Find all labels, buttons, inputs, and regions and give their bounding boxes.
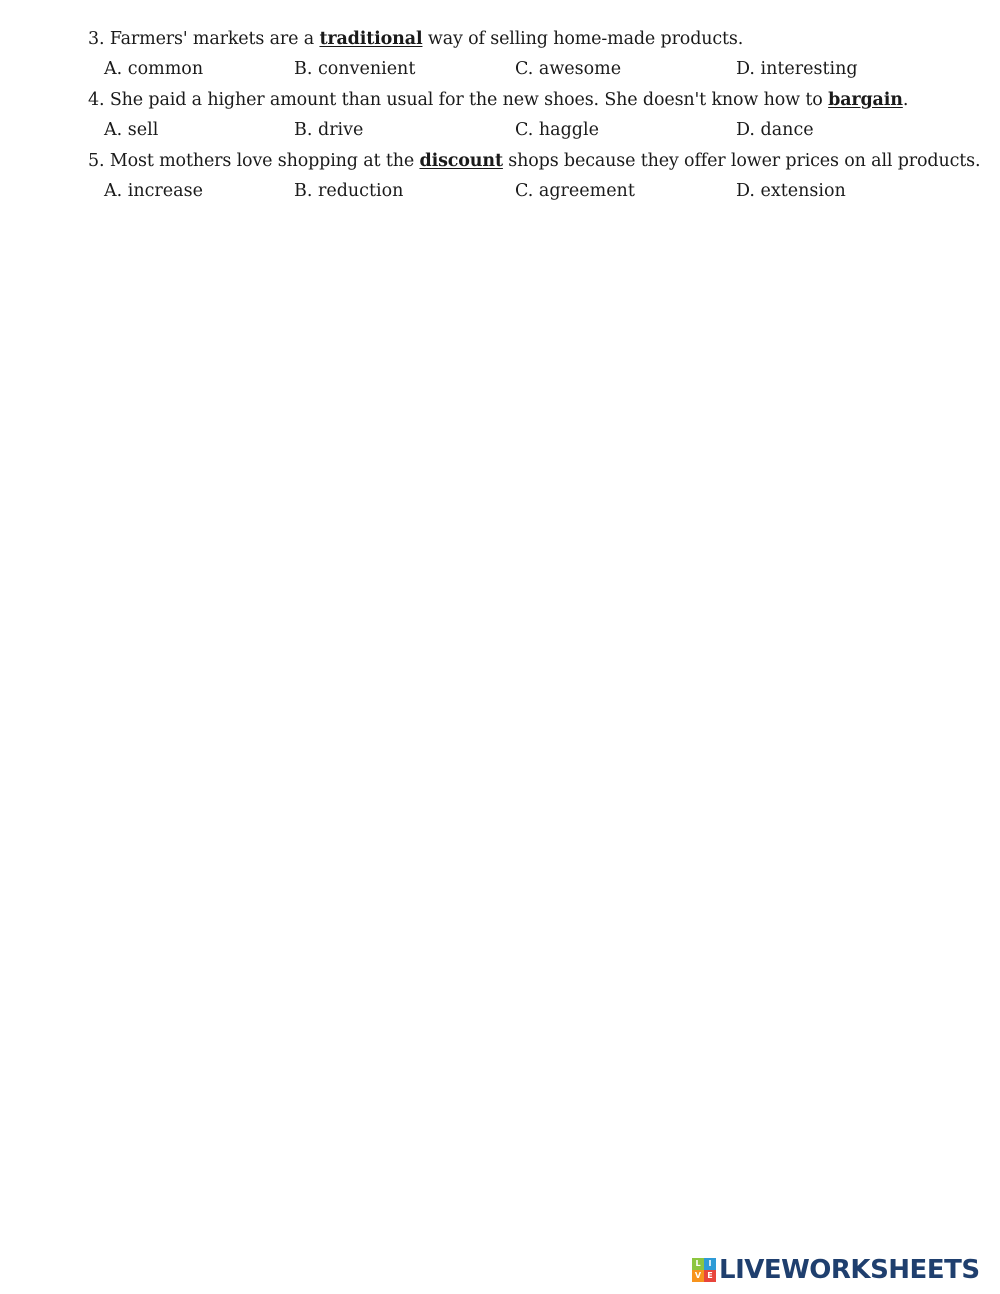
option-d[interactable]: D. dance <box>736 120 814 140</box>
logo-tile-i: I <box>704 1258 716 1270</box>
question-text-before: Farmers' markets are a <box>109 29 320 49</box>
question-number: 3. <box>88 29 105 49</box>
option-c[interactable]: C. agreement <box>515 181 635 201</box>
question-3 <box>88 24 978 85</box>
question-text-after: . <box>902 90 909 110</box>
liveworksheets-brand <box>692 1255 980 1285</box>
answer-options <box>88 54 978 85</box>
answer-options <box>88 115 978 146</box>
option-a[interactable]: A. increase <box>104 181 203 201</box>
option-a[interactable]: A. common <box>104 59 204 79</box>
option-a[interactable]: A. sell <box>104 120 159 140</box>
question-text <box>88 24 978 54</box>
option-b[interactable]: B. drive <box>294 120 364 140</box>
question-number: 4. <box>88 90 105 110</box>
logo-tile-e: E <box>704 1270 716 1282</box>
logo-tile-l: L <box>692 1258 704 1270</box>
brand-name: LIVEWORKSHEETS <box>719 1255 980 1285</box>
question-keyword: discount <box>419 151 503 171</box>
question-text-after: way of selling home-made products. <box>422 29 744 49</box>
question-text-before: She paid a higher amount than usual for the new shoes. She doesn't know how to <box>109 90 829 110</box>
question-5 <box>88 146 981 207</box>
question-keyword: bargain <box>828 90 903 110</box>
option-c[interactable]: C. awesome <box>515 59 622 79</box>
question-keyword: traditional <box>319 29 423 49</box>
option-c[interactable]: C. haggle <box>515 120 599 140</box>
answer-options <box>88 176 978 207</box>
liveworksheets-logo-icon <box>692 1258 716 1282</box>
option-d[interactable]: D. interesting <box>736 59 858 79</box>
question-text <box>88 146 981 176</box>
option-d[interactable]: D. extension <box>736 181 846 201</box>
question-4 <box>88 85 978 146</box>
question-text-before: Most mothers love shopping at the <box>109 151 420 171</box>
question-text-after: shops because they offer lower prices on all products. <box>502 151 981 171</box>
logo-tile-v: V <box>692 1270 704 1282</box>
option-b[interactable]: B. convenient <box>294 59 416 79</box>
option-b[interactable]: B. reduction <box>294 181 404 201</box>
worksheet <box>88 24 981 207</box>
question-text <box>88 85 978 115</box>
question-number: 5. <box>88 151 105 171</box>
